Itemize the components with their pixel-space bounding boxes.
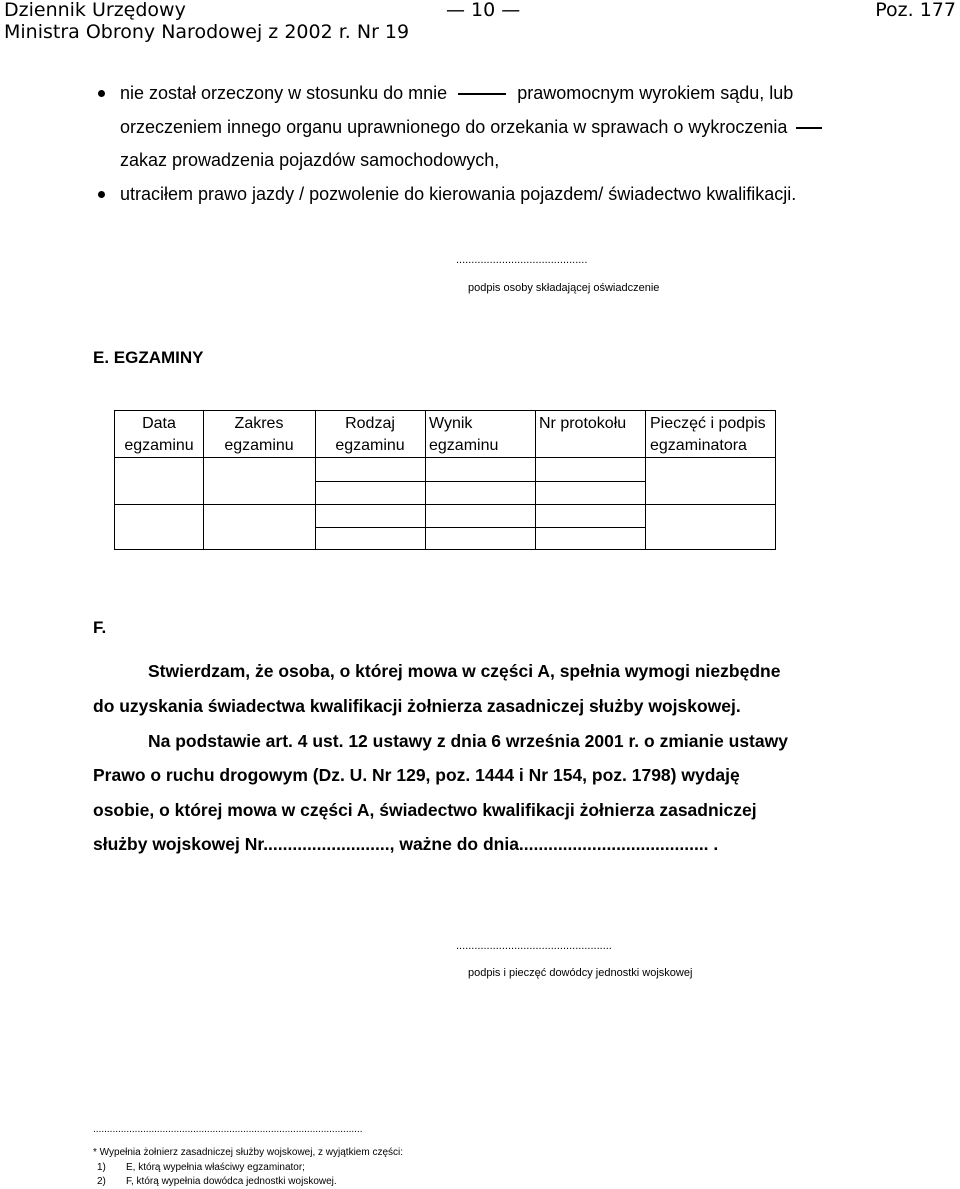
footnote-dots: ................................................................................................. xyxy=(93,1124,363,1135)
bullet1-line1-a: nie został orzeczony w stosunku do mnie xyxy=(120,83,448,103)
section-f-line1: Stwierdzam, że osoba, o której mowa w części A, spełnia wymogi niezbędne xyxy=(148,661,781,681)
bullet-icon xyxy=(98,191,105,198)
bullet1-line1 xyxy=(120,82,793,104)
section-f-title: F. xyxy=(93,618,107,637)
footnote-item-1-text: E, którą wypełnia właściwy egzaminator; xyxy=(126,1162,305,1173)
section-f-line3: Na podstawie art. 4 ust. 12 ustawy z dnia 6 września 2001 r. o zmianie ustawy xyxy=(148,731,788,751)
table-header-separator xyxy=(115,457,775,458)
footnote-item-1-num: 1) xyxy=(97,1162,106,1173)
section-f-line6: służby wojskowej Nr.........................., ważne do dnia....................................... . xyxy=(93,834,719,854)
signature2-dots: ................................................... xyxy=(456,940,612,952)
signature2-label: podpis i pieczęć dowódcy jednostki wojskowej xyxy=(468,967,693,979)
page-number: — 10 — xyxy=(446,0,521,21)
column-header-scope: Zakres egzaminu xyxy=(224,415,294,454)
column-header-stamp: Pieczęć i podpis egzaminatora xyxy=(650,415,766,454)
bullet-icon xyxy=(98,90,105,97)
bullet1-line3: zakaz prowadzenia pojazdów samochodowych, xyxy=(120,150,500,170)
section-f-line4: Prawo o ruchu drogowym (Dz. U. Nr 129, poz. 1444 i Nr 154, poz. 1798) wydaję xyxy=(93,765,740,785)
bullet1-line1-b: prawomocnym wyrokiem sądu, lub xyxy=(517,83,794,103)
column-header-type: Rodzaj egzaminu xyxy=(335,415,405,454)
ministry-line: Ministra Obrony Narodowej z 2002 r. Nr 19 xyxy=(4,21,410,43)
section-f-line5: osobie, o której mowa w części A, świadectwo kwalifikacji żołnierza zasadniczej xyxy=(93,800,757,820)
footnote-item-2-text: F, którą wypełnia dowódca jednostki wojskowej. xyxy=(126,1176,337,1187)
bullet1-line2-text: orzeczeniem innego organu uprawnionego do orzekania w sprawach o wykroczenia xyxy=(120,117,788,137)
section-e-title: E. EGZAMINY xyxy=(93,348,204,367)
bullet1-line2 xyxy=(120,116,822,138)
column-header-protocol: Nr protokołu xyxy=(539,415,627,432)
position-number: Poz. 177 xyxy=(875,0,956,21)
column-header-date: Data egzaminu xyxy=(124,415,194,454)
journal-title: Dziennik Urzędowy xyxy=(4,0,186,21)
column-header-result: Wynik egzaminu xyxy=(429,415,499,454)
signature1-label: podpis osoby składającej oświadczenie xyxy=(468,282,660,294)
footnote-item-2-num: 2) xyxy=(97,1176,106,1187)
section-f-line2: do uzyskania świadectwa kwalifikacji żołnierza zasadniczej służby wojskowej. xyxy=(93,696,741,716)
em-dash xyxy=(458,93,506,95)
bullet2-text: utraciłem prawo jazdy / pozwolenie do kierowania pojazdem/ świadectwo kwalifikacji. xyxy=(120,184,797,204)
footnote-intro: * Wypełnia żołnierz zasadniczej służby wojskowej, z wyjątkiem części: xyxy=(93,1147,404,1158)
signature1-dots: ........................................... xyxy=(456,254,588,266)
exam-table xyxy=(114,410,776,550)
em-dash xyxy=(796,127,822,129)
